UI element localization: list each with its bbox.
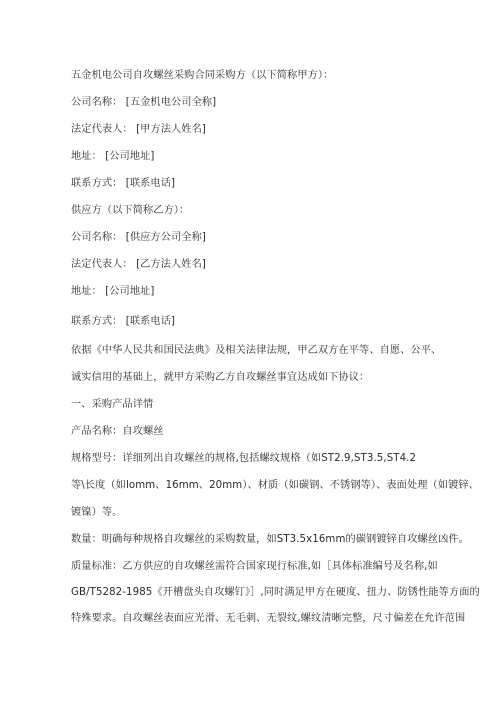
- spec-line-2: 等\长度（如lomm、16mm、20mm）、材质（如碳钢、不锈钢等）、表面处理（如镀锌、: [71, 480, 479, 491]
- quality-line-1: 质量标准：乙方供应的自攻螺丝需符合国家现行标准,如［具体标准编号及名称,如: [71, 561, 438, 572]
- product-name: 产品名称：自攻螺丝: [71, 426, 164, 437]
- quantity-line: 数量：明确每种规格自攻螺丝的采购数量，如ST3.5x16mm的碳钢镀锌自攻螺丝凶件。: [71, 534, 469, 545]
- purchaser-address: 地址： [公司地址]: [71, 151, 155, 162]
- supplier-address: 地址： [公司地址]: [71, 286, 155, 297]
- purchaser-legal-rep: 法定代表人： [甲方法人姓名]: [71, 124, 206, 135]
- contract-title-purchaser: 五金机电公司自攻螺丝采购合同采购方（以下简称甲方）：: [71, 70, 334, 81]
- purchaser-contact: 联系方式： [联系电话]: [71, 178, 176, 189]
- preamble-line-2: 诚实信用的基础上，就甲方采购乙方自攻螺丝事宜达成如下协议：: [71, 372, 370, 383]
- supplier-contact: 联系方式： [联系电话]: [71, 316, 176, 327]
- quality-line-3: 特殊要求。自攻螺丝表面应光滑、无毛刺、无裂纹,螺纹清晰完整，尺寸偏差在允许范围: [71, 613, 466, 624]
- supplier-company-name: 公司名称： [供应方公司全称]: [71, 232, 206, 243]
- quality-line-2: GB/T5282-1985《开槽盘头自攻螺钉》］,同时满足甲方在硬度、扭力、防锈性能等方面的: [71, 587, 480, 598]
- spec-line-1: 规格型号：详细列出自攻螺丝的规格,包括螺纹规格（如ST2.9,ST3.5,ST4.2: [71, 453, 417, 464]
- supplier-legal-rep: 法定代表人： [乙方法人姓名]: [71, 259, 206, 270]
- preamble-line-1: 依据《中华人民共和国民法典》及相关法律法规，甲乙双方在平等、自愿、公平、: [71, 345, 442, 356]
- section-heading-1: 一、采购产品详情: [71, 399, 154, 410]
- supplier-heading: 供应方（以下简称乙方）：: [71, 205, 190, 216]
- spec-line-3: 镀镍）等。: [71, 507, 123, 518]
- purchaser-company-name: 公司名称： [五金机电公司全称]: [71, 97, 217, 108]
